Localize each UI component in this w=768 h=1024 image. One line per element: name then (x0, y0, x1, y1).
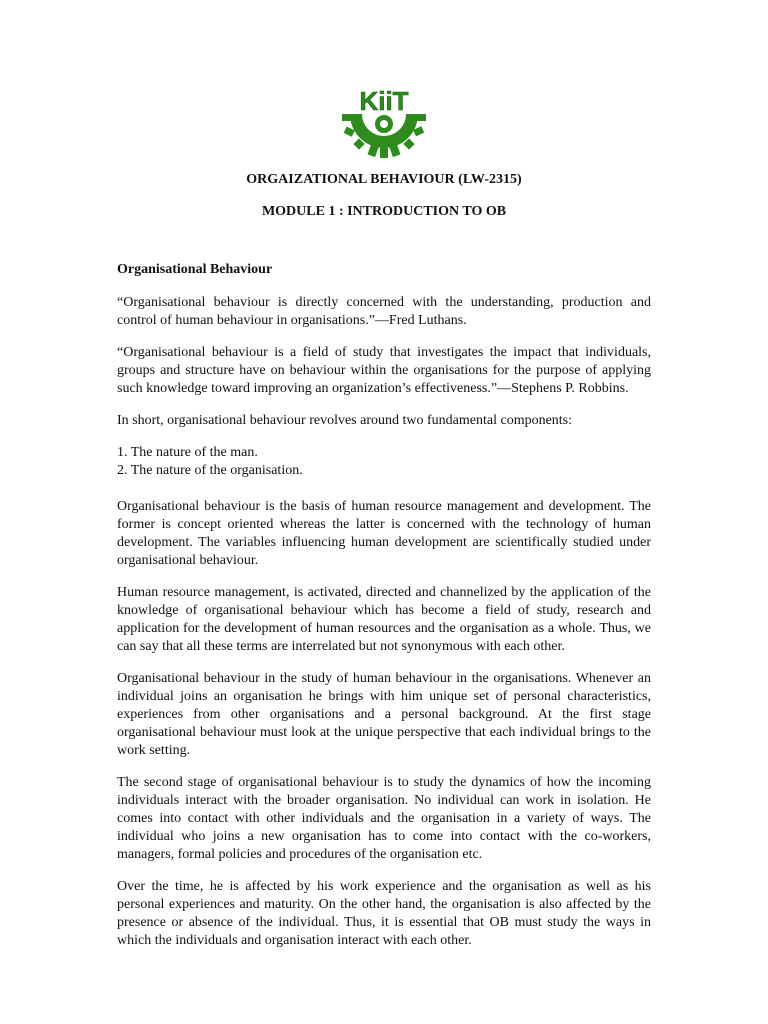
paragraph-hrm-basis: Organisational behaviour is the basis of human resource management and development. The former is concept oriented whereas the latter is concerned with the technology of human development. The variables influencing human development are scientifically studied under organisational behaviour. (117, 499, 651, 568)
quote-robbins (117, 344, 651, 398)
course-title: ORGAIZATIONAL BEHAVIOUR (LW-2315) (246, 172, 522, 187)
quote-luthans (117, 294, 651, 330)
paragraph-hrm-activation: Human resource management, is activated, directed and channelized by the application of the knowledge of organisational behaviour which has become a field of study, research and application for the development of human resources and the organisation as a whole. Thus, we can say that all these terms are interrelated but not synonymous with each other. (117, 585, 651, 654)
paragraph-interaction: Over the time, he is affected by his work experience and the organisation as well as his personal experiences and maturity. On the other hand, the organisation is also affected by the presence or absence of the individual. Thus, it is essential that OB must study the ways in which the individuals and organisation interact with each other. (117, 879, 651, 948)
paragraph-second-stage: The second stage of organisational behaviour is to study the dynamics of how the incoming individuals interact with the broader organisation. No individual can work in isolation. He comes into contact with other individuals and the organisation in a variety of ways. The individual who joins a new organisation has to come into contact with the co-workers, managers, formal policies and procedures of the organisation etc. (117, 775, 651, 862)
kiit-logo-text: KiiT (359, 86, 409, 116)
quote-robbins-text: “Organisational behaviour is a field of study that investigates the impact that individuals, groups and structure have on behaviour within the organisations for the purpose of applying such knowledge toward improving an organization’s effectiveness.” (117, 345, 651, 396)
list-item: 2. The nature of the organisation. (117, 463, 303, 478)
components-intro: In short, organisational behaviour revolves around two fundamental components: (117, 413, 573, 428)
paragraph-first-stage: Organisational behaviour in the study of human behaviour in the organisations. Whenever an individual joins an organisation he brings with him unique set of personal characteristics, experiences from other organisations and a personal background. At the first stage organisational behaviour must look at the unique perspective that each individual brings to the work setting. (117, 671, 651, 758)
document-body (117, 261, 651, 964)
quote-robbins-author: —Stephens P. Robbins. (497, 381, 629, 396)
kiit-logo-gear (342, 114, 426, 158)
section-heading: Organisational Behaviour (117, 262, 273, 277)
quote-luthans-text: “Organisational behaviour is directly concerned with the understanding, production and control of human behaviour in organisations.” (117, 295, 651, 328)
components-list (117, 444, 651, 480)
quote-luthans-author: —Fred Luthans. (374, 313, 467, 328)
module-title: MODULE 1 : INTRODUCTION TO OB (261, 204, 507, 219)
list-item: 1. The nature of the man. (117, 445, 258, 460)
kiit-logo (340, 84, 428, 158)
